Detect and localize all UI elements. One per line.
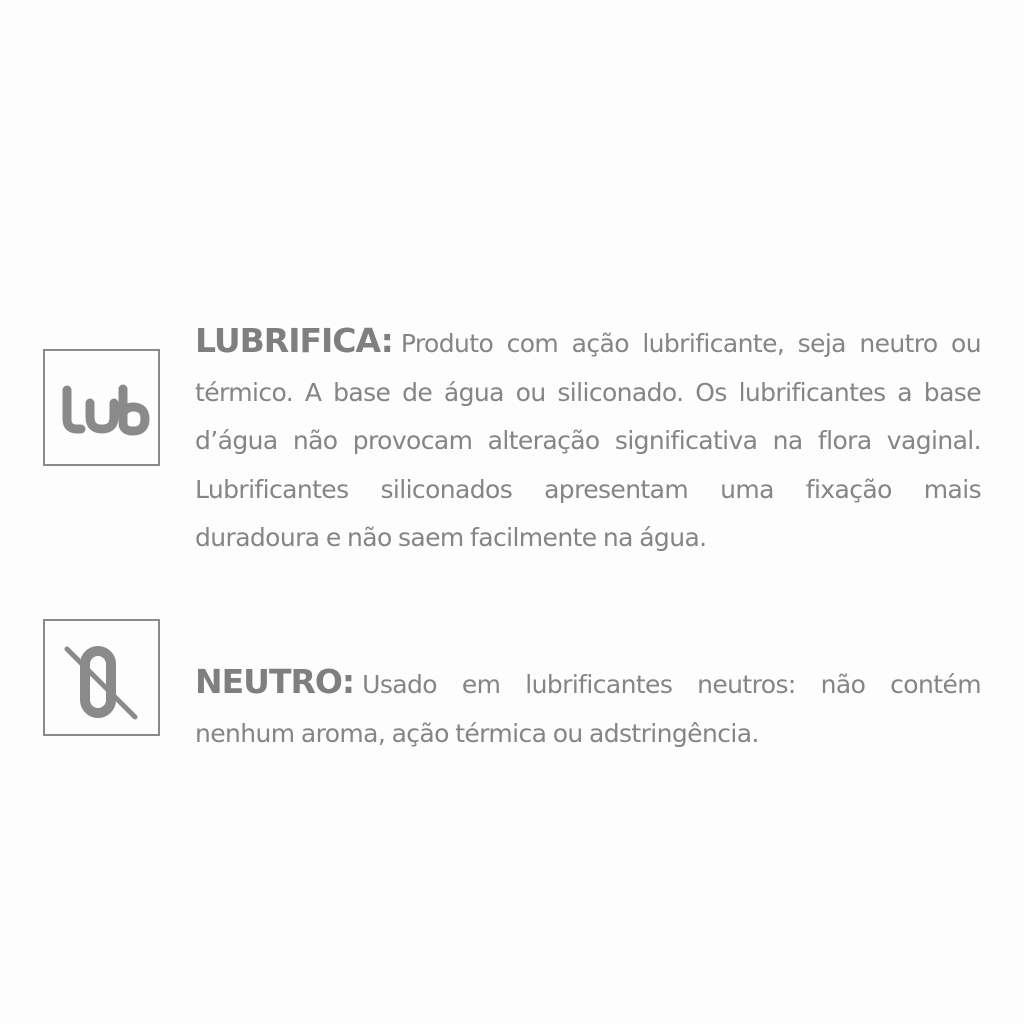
neutro-description: Usado em lubrificantes neutros: não contém nenhum aroma, ação térmica ou adstringência. [195,670,981,748]
lubrifica-description-block [195,317,981,563]
neutro-label: NEUTRO: [195,662,355,701]
lubrifica-description: Produto com ação lubrificante, seja neutro ou térmico. A base de água ou siliconado. Os lubrificantes a base d’água não provocam alteração significativa na flora vaginal. Lubrificantes siliconados apresentam uma fixação mais duradoura e não saem facilmente na água. [195,329,981,552]
lubrifica-label: LUBRIFICA: [195,321,393,360]
neutro-description-block [195,658,981,758]
no-aroma-icon [43,619,160,736]
lub-icon [43,349,160,466]
